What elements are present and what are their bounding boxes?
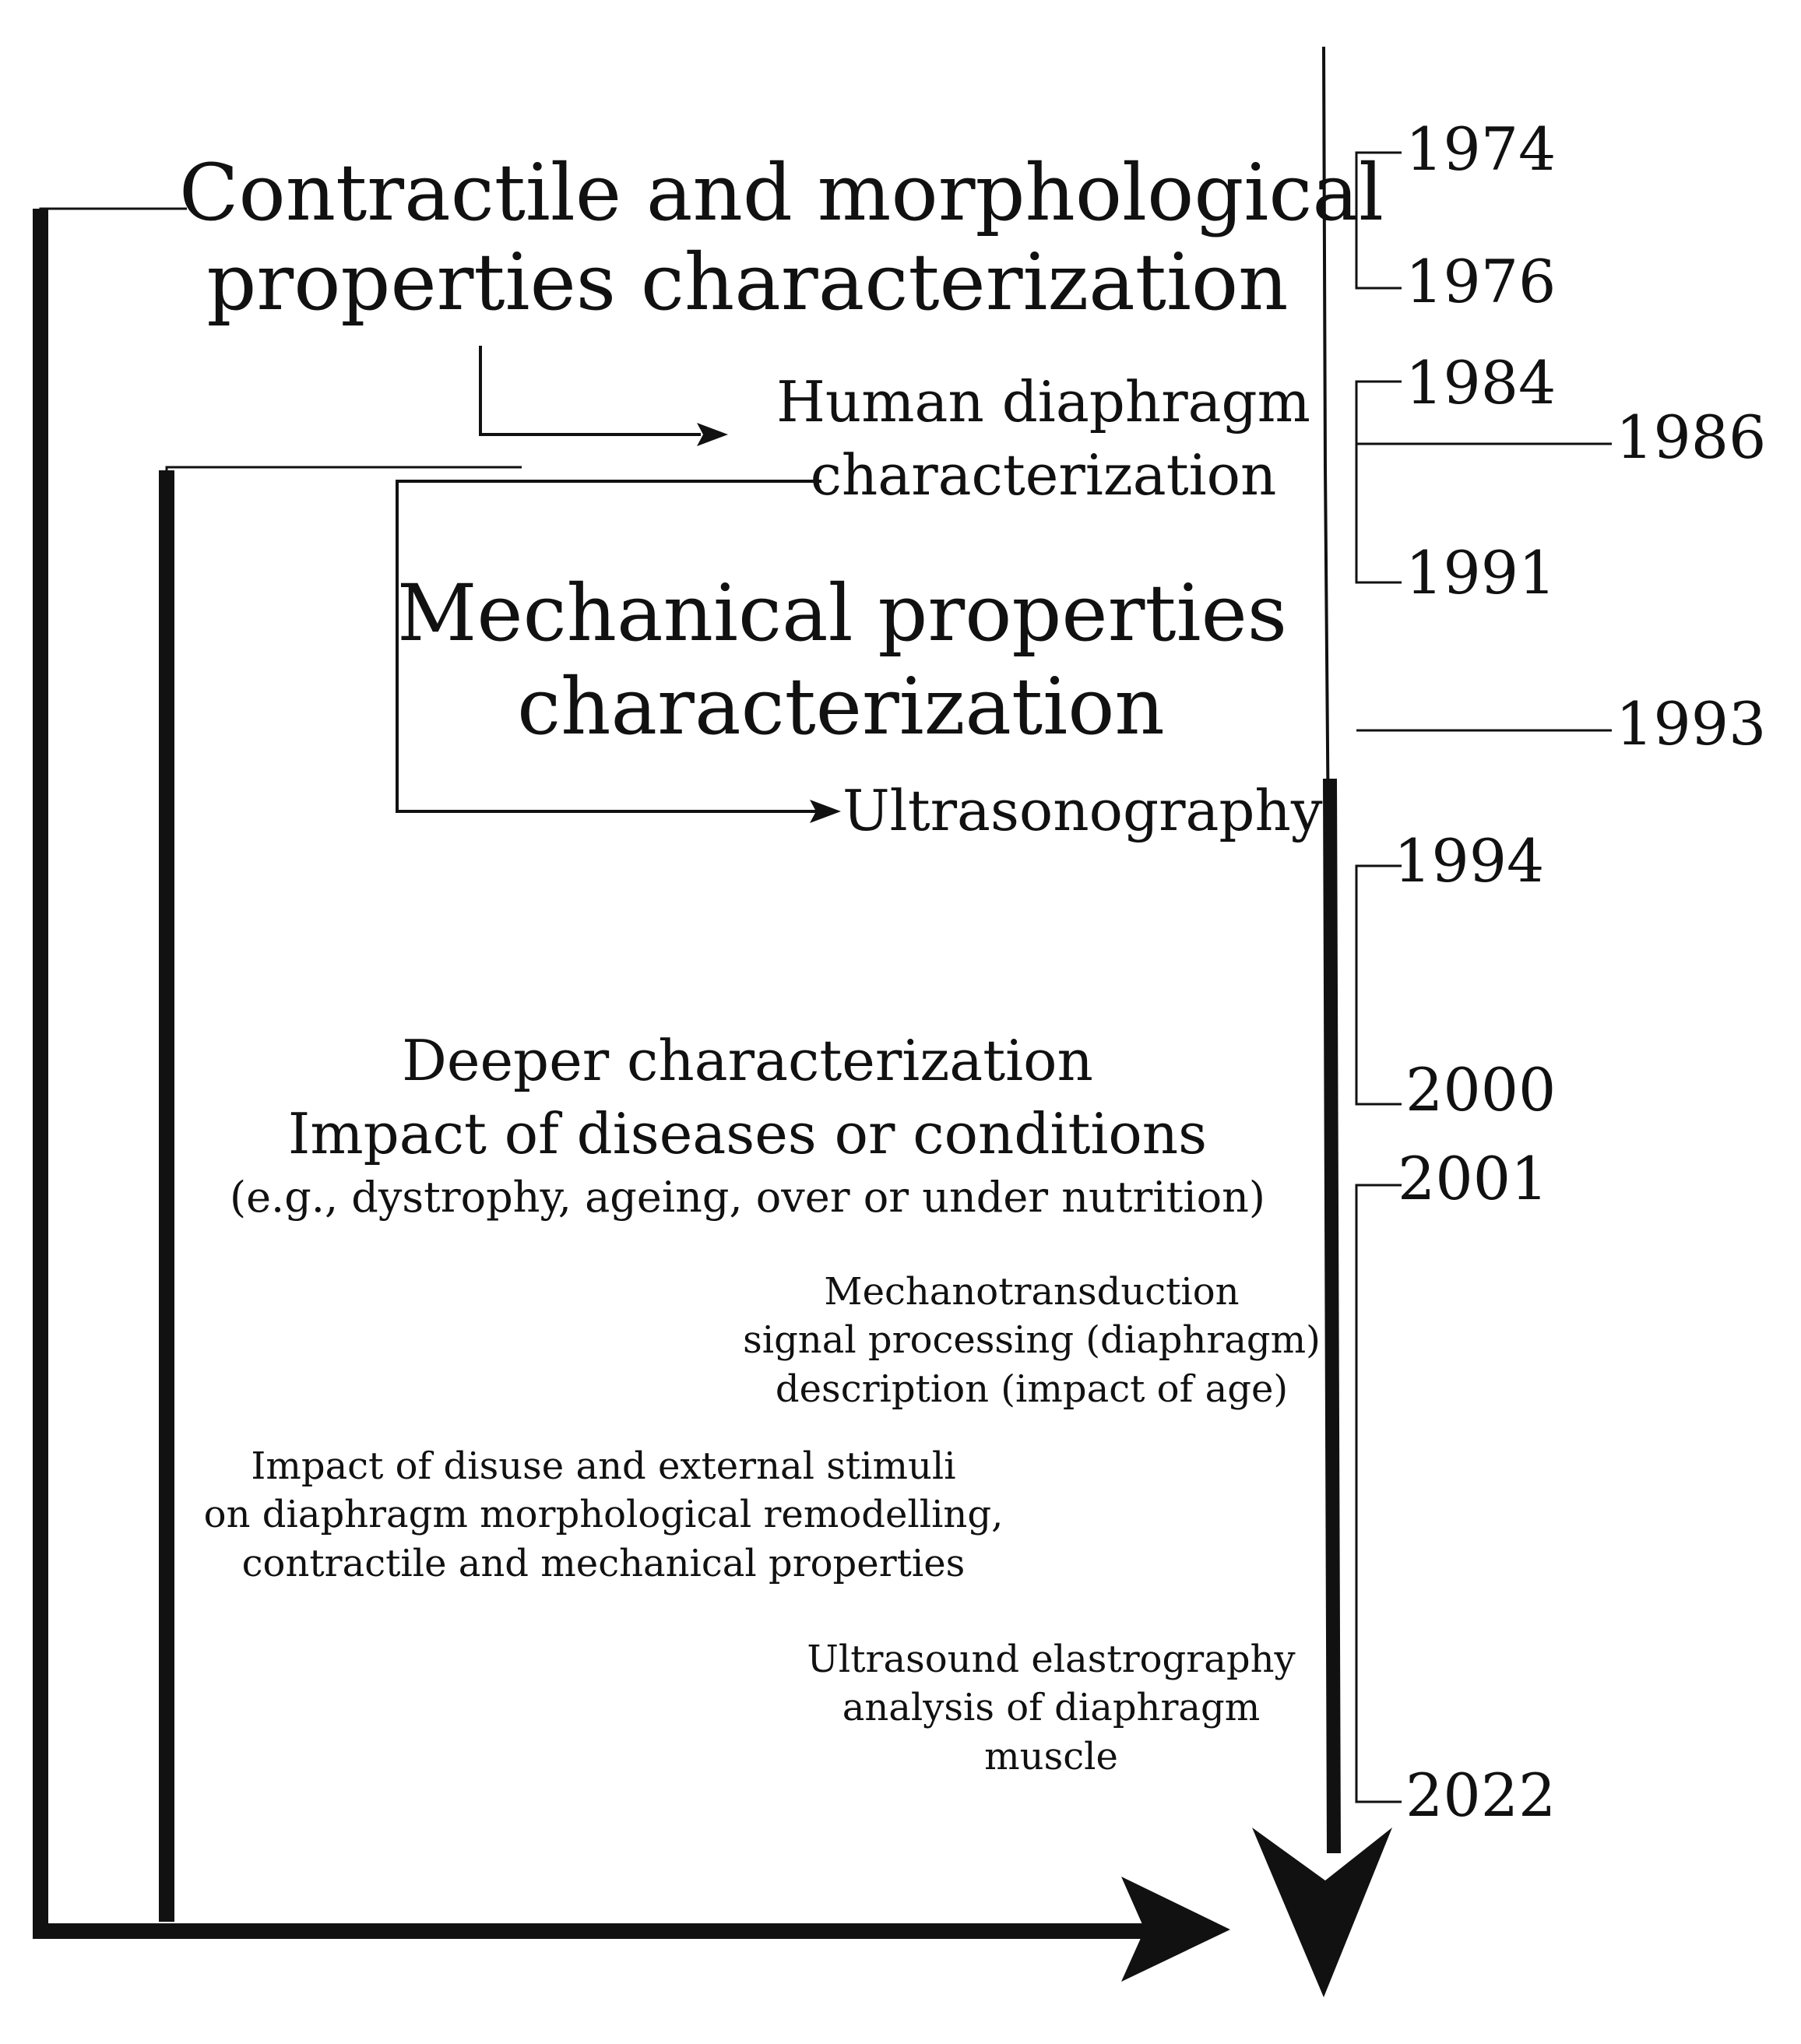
mechanical-line2: characterization — [517, 661, 1165, 752]
arrowhead-contractile-to-human — [697, 423, 728, 446]
mechanotransduction-block — [740, 1268, 1324, 1413]
contractile-line2: properties characterization — [206, 237, 1289, 328]
human-line1: Human diaphragm — [776, 369, 1310, 434]
deeper-block — [202, 1025, 1293, 1225]
elastography-line2: analysis of diaphragm — [842, 1686, 1261, 1730]
year-1993: 1993 — [1616, 689, 1767, 758]
disuse-block — [199, 1442, 1008, 1588]
arrowhead-time-axis-down — [1252, 1828, 1392, 1997]
bracket-1994-2000 — [1356, 866, 1402, 1104]
mechanical-line1: Mechanical properties — [397, 568, 1288, 659]
disuse-line1: Impact of disuse and external stimuli — [251, 1444, 956, 1488]
year-1994: 1994 — [1394, 826, 1545, 895]
year-2000: 2000 — [1405, 1055, 1557, 1124]
year-1976: 1976 — [1405, 247, 1557, 316]
year-1986: 1986 — [1616, 403, 1767, 472]
time-axis-line-thick — [1330, 779, 1334, 1853]
mechanotransduction-line1: Mechanotransduction — [824, 1270, 1240, 1314]
contractile-line1: Contractile and morphological — [179, 147, 1384, 238]
human-diaphragm-heading — [771, 366, 1316, 512]
disuse-line3: contractile and mechanical properties — [241, 1541, 966, 1585]
elastography-line3: muscle — [984, 1734, 1118, 1778]
mechanical-heading — [397, 567, 1288, 754]
elastography-line1: Ultrasound elastrography — [807, 1638, 1296, 1681]
year-1984: 1984 — [1405, 348, 1557, 417]
year-2022: 2022 — [1405, 1761, 1557, 1830]
deeper-line1: Deeper characterization — [402, 1028, 1093, 1093]
disuse-line2: on diaphragm morphological remodelling, — [203, 1493, 1004, 1537]
ultrasonography-label: Ultrasonography — [842, 778, 1323, 843]
contractile-to-human-connector — [480, 346, 701, 434]
year-1974: 1974 — [1405, 114, 1557, 184]
mechanotransduction-line2: signal processing (diaphragm) — [743, 1318, 1321, 1363]
year-1991: 1991 — [1405, 538, 1557, 607]
year-2001: 2001 — [1398, 1144, 1549, 1213]
deeper-line2: Impact of diseases or conditions — [287, 1100, 1208, 1166]
mechanotransduction-line3: description (impact of age) — [775, 1367, 1289, 1411]
contractile-heading — [179, 147, 1384, 328]
deeper-line3: (e.g., dystrophy, ageing, over or under nutrition) — [230, 1173, 1265, 1223]
human-line2: characterization — [810, 442, 1277, 508]
bracket-2001-2022 — [1356, 1185, 1402, 1802]
bracket-1984-1991 — [1356, 382, 1402, 582]
elastography-block — [779, 1635, 1324, 1781]
